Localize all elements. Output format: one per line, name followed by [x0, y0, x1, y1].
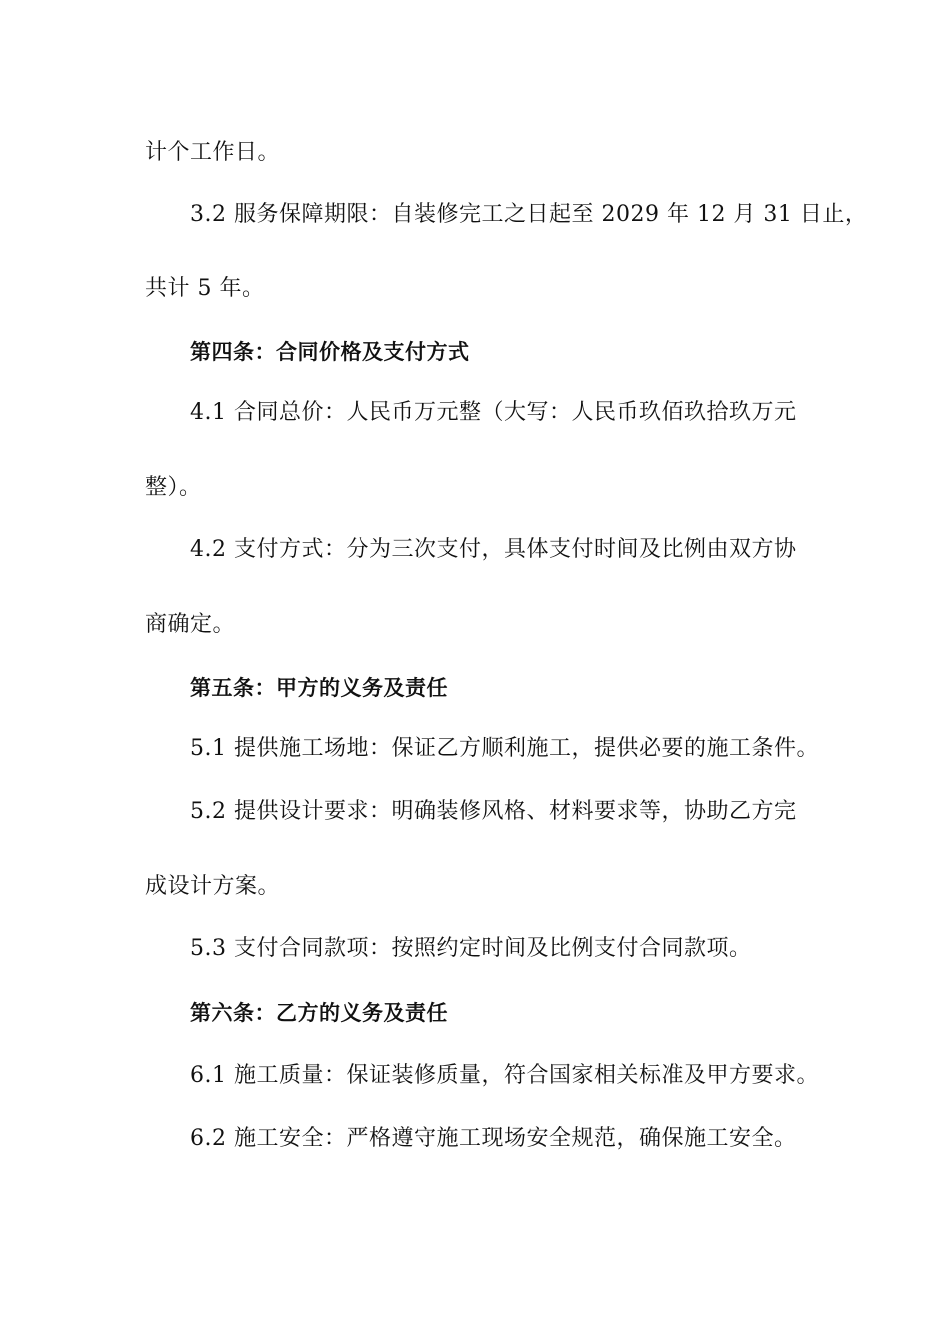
- paragraph-line: 成设计方案。: [145, 874, 281, 899]
- paragraph-line: 5.2 提供设计要求：明确装修风格、材料要求等，协助乙方完: [190, 799, 797, 824]
- paragraph-line: 6.1 施工质量：保证装修质量，符合国家相关标准及甲方要求。: [190, 1063, 819, 1088]
- paragraph-line: 商确定。: [145, 612, 236, 637]
- paragraph-line: 3.2 服务保障期限：自装修完工之日起至 2029 年 12 月 31 日止，: [190, 202, 868, 227]
- paragraph-line: 5.3 支付合同款项：按照约定时间及比例支付合同款项。: [190, 936, 752, 961]
- section-heading: 第六条：乙方的义务及责任: [190, 1001, 448, 1025]
- paragraph-line: 计个工作日。: [145, 140, 281, 165]
- paragraph-line: 6.2 施工安全：严格遵守施工现场安全规范，确保施工安全。: [190, 1126, 797, 1151]
- paragraph-line: 5.1 提供施工场地：保证乙方顺利施工，提供必要的施工条件。: [190, 736, 819, 761]
- section-heading: 第五条：甲方的义务及责任: [190, 676, 448, 700]
- paragraph-line: 整）。: [145, 475, 202, 500]
- section-heading: 第四条：合同价格及支付方式: [190, 340, 470, 364]
- paragraph-line: 4.2 支付方式：分为三次支付，具体支付时间及比例由双方协: [190, 537, 797, 562]
- paragraph-line: 4.1 合同总价：人民币万元整（大写：人民币玖佰玖拾玖万元: [190, 400, 797, 425]
- paragraph-line: 共计 5 年。: [145, 276, 265, 301]
